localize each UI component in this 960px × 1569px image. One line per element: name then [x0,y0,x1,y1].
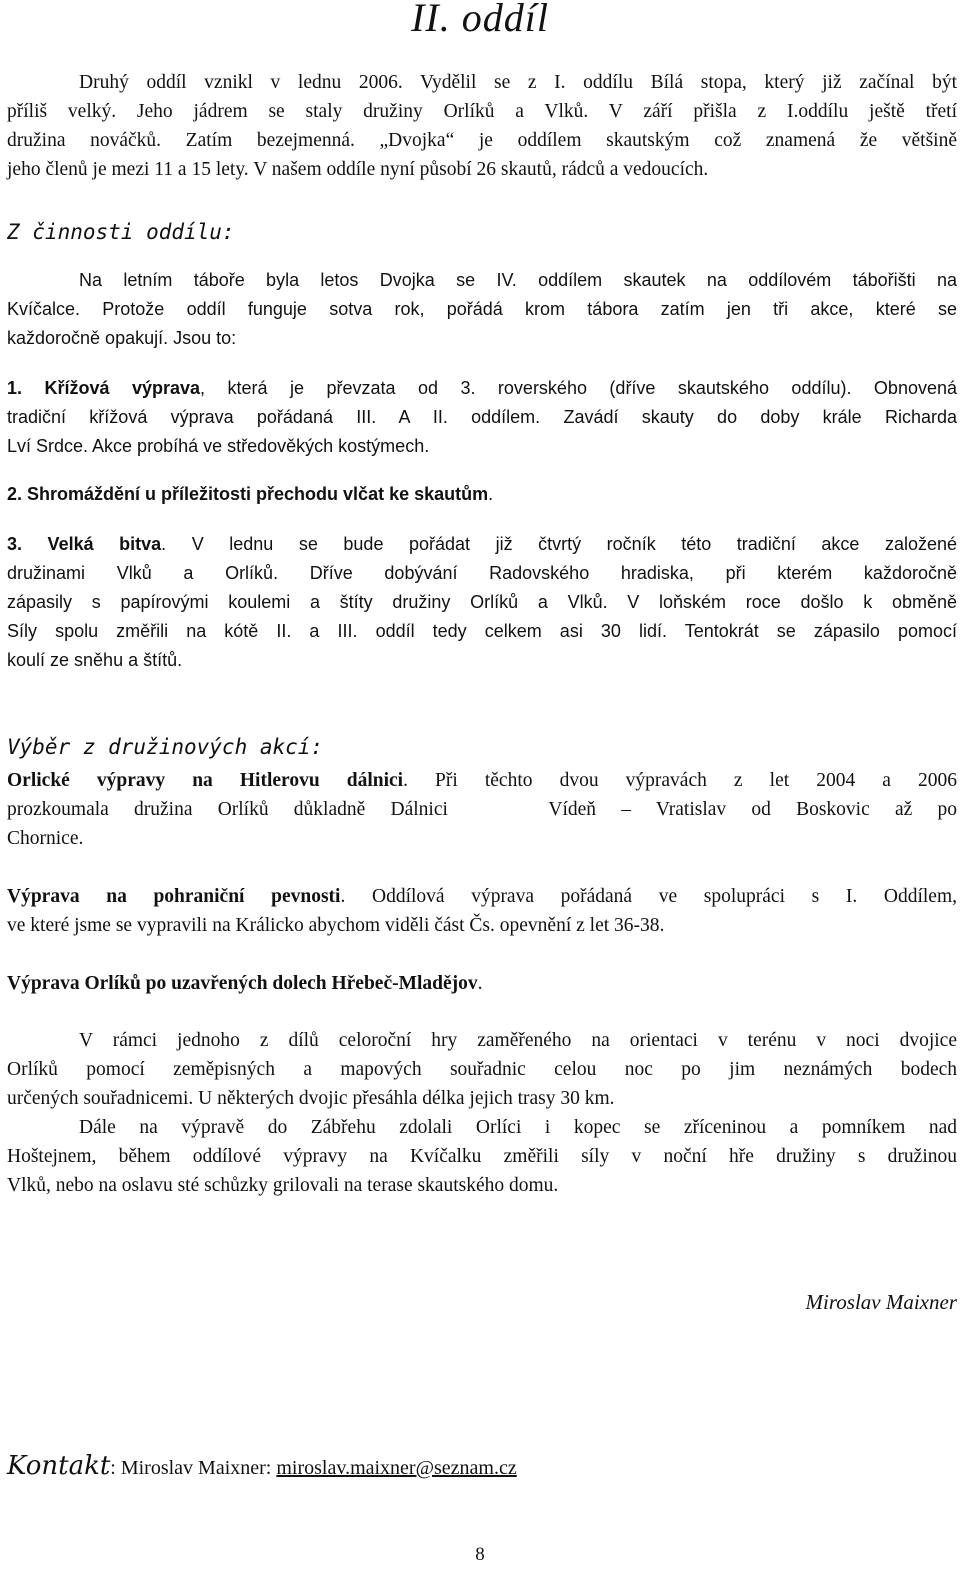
paragraph-line: každoročně opakují. Jsou to: [7,328,237,348]
intro-line: družina nováčků. Zatím bezejmenná. „Dvojka“ je oddílem skautským což znamená že většině [7,130,957,151]
item-text: Lví Srdce. Akce probíhá ve středověkých kostýmech. [7,436,430,456]
paragraph-line: Kvíčalce. Protože oddíl funguje sotva rok, pořádá krom tábora zatím jen tři akce, které se [7,299,957,319]
paragraph-line: Hoštejnem, během oddílové výpravy na Kvíčalku změřili síly v noční hře družiny s družinou [7,1146,957,1167]
action-fortresses [7,882,957,940]
paragraph-line: V rámci jednoho z dílů celoroční hry zaměřeného na orientaci v terénu v noci dvojice [79,1030,957,1051]
item-text: družinami Vlků a Orlíků. Dříve dobývání Radovského hradiska, při kterém každoročně [7,563,957,583]
paragraph-line: Orlíků pomocí zeměpisných a mapových souřadnic celou noc po jim neznámých bodech [7,1059,957,1080]
action-text: . Při těchto dvou výpravách z let 2004 a 2006 [403,770,957,791]
item-text: Síly spolu změřili na kótě II. a III. oddíl tedy celkem asi 30 lidí. Tentokrát se zápasilo pomocí [7,621,957,641]
list-item-crusade [7,374,957,461]
item-text: . [488,484,494,504]
intro-line: příliš velký. Jeho jádrem se staly družiny Orlíků a Vlků. V září přišla z I.oddílu ještě třetí [7,101,957,122]
patrol-paragraph [7,1026,957,1200]
item-title: 1. Křížová výprava [7,378,201,398]
intro-line: jeho členů je mezi 11 a 15 lety. V našem oddíle nyní působí 26 skautů, rádců a vedoucích. [7,159,709,180]
action-highway [7,766,957,853]
list-item-battle [7,530,957,675]
contact-label: Kontakt [7,1451,111,1481]
intro-paragraph [7,68,957,184]
intro-line: Druhý oddíl vznikl v lednu 2006. Vydělil se z I. oddílu Bílá stopa, který již začínal být [79,72,957,93]
action-text: . [477,973,483,994]
item-text: , která je převzata od 3. roverského (dříve skautského oddílu). Obnovená [200,378,957,398]
action-text: Chornice. [7,828,84,849]
signature: Miroslav Maixner [805,1290,957,1314]
action-title: Orlické výpravy na Hitlerovu dálnici [7,770,404,791]
paragraph-line: určených souřadnicemi. U některých dvojic přesáhla délka jejich trasy 30 km. [7,1088,615,1109]
paragraph-line: Na letním táboře byla letos Dvojka se IV. oddílem skautek na oddílovém tábořišti na [79,270,957,290]
page-number: 8 [475,1544,485,1565]
item-text: koulí ze sněhu a štítů. [7,650,183,670]
action-title: Výprava Orlíků po uzavřených dolech Hřebeč-Mladějov [7,973,478,994]
action-text: prozkoumala družina Orlíků důkladně Dálnici Vídeň – Vratislav od Boskovic až po [7,799,957,820]
item-text: tradiční křížová výprava pořádaná III. A II. oddílem. Zavádí skauty do doby krále Richarda [7,407,957,427]
contact-line [7,1452,517,1483]
action-text: . Oddílová výprava pořádaná ve spolupráci s I. Oddílem, [340,886,957,907]
item-text: zápasily s papírovými koulemi a štíty družiny Orlíků a Vlků. V loňském roce došlo k obměně [7,592,957,612]
item-title: 3. Velká bitva [7,534,162,554]
item-title: 2. Shromáždění u příležitosti přechodu vlčat ke skautům [7,484,489,504]
email-link[interactable]: miroslav.maixner@seznam.cz [276,1457,517,1479]
section-heading-patrol-actions: Výběr z družinových akcí: [7,735,324,759]
page-title: II. oddíl [411,0,549,40]
list-item-gathering [7,480,957,509]
action-title: Výprava na pohraniční pevnosti [7,886,341,907]
action-mines [7,969,957,998]
action-text: ve které jsme se vypravili na Králicko abychom viděli část Čs. opevnění z let 36-38. [7,915,665,936]
paragraph-line: Vlků, nebo na oslavu sté schůzky grilovali na terase skautského domu. [7,1175,559,1196]
section-heading-activities: Z činnosti oddílu: [7,220,235,244]
summer-camp-paragraph [7,266,957,353]
item-text: . V lednu se bude pořádat již čtvrtý ročník této tradiční akce založené [161,534,957,554]
contact-name: : Miroslav Maixner: [110,1457,277,1479]
paragraph-line: Dále na výpravě do Zábřehu zdolali Orlíci i kopec se zříceninou a pomníkem nad [79,1117,957,1138]
